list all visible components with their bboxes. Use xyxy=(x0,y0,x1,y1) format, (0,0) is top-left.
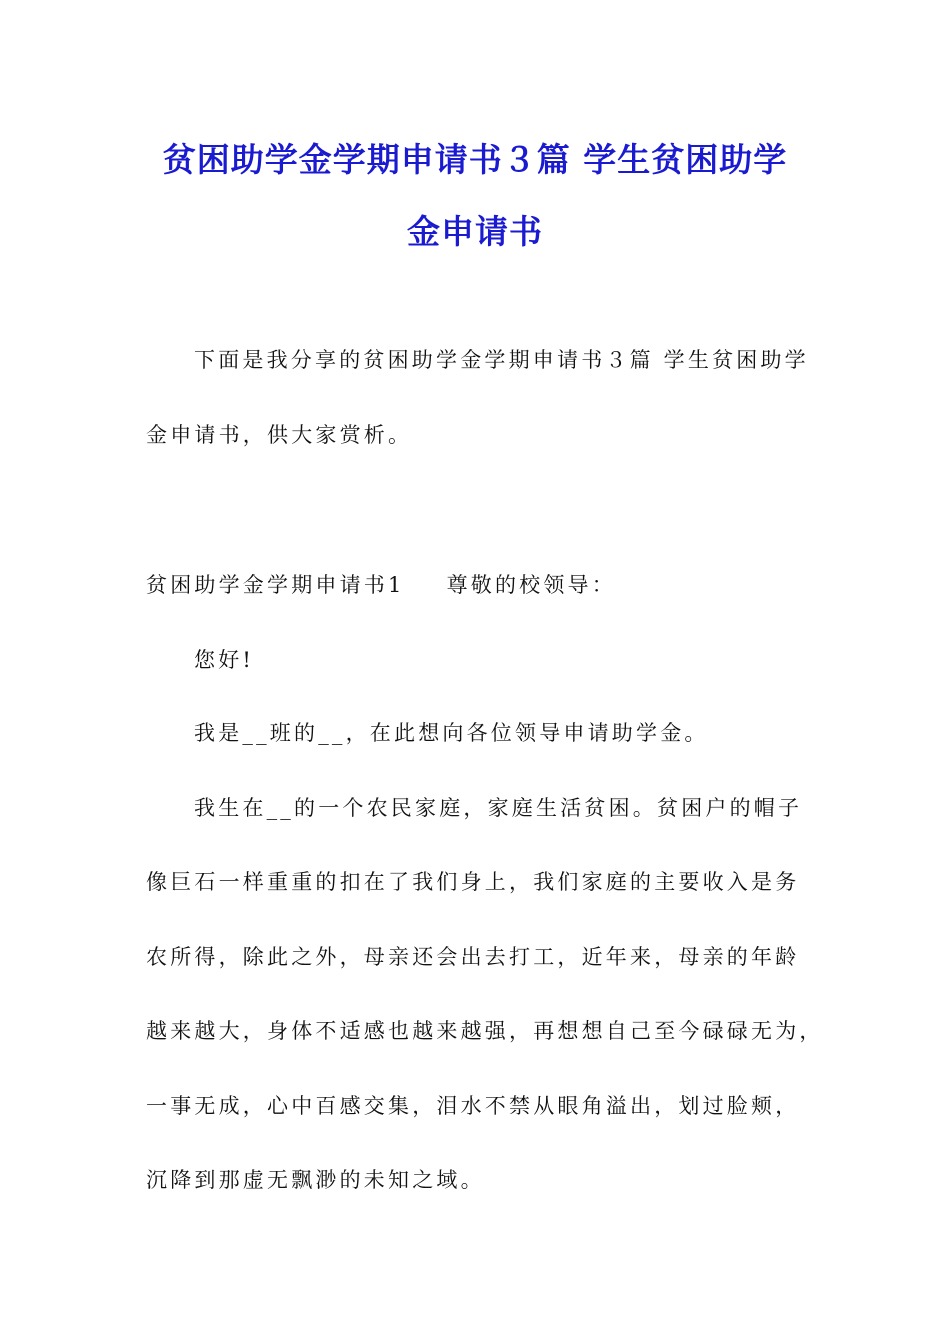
intro-line-1: 下面是我分享的贫困助学金学期申请书３篇 学生贫困助学 xyxy=(194,348,809,372)
document-title-line-1: 贫困助学金学期申请书３篇 学生贫困助学 xyxy=(162,140,788,179)
paragraph-2-line: 像巨石一样重重的扣在了我们身上，我们家庭的主要收入是务 xyxy=(146,870,800,894)
paragraph-1: 我是__班的__，在此想向各位领导申请助学金。 xyxy=(194,721,709,745)
paragraph-2-line: 一事无成，心中百感交集，泪水不禁从眼角溢出，划过脸颊， xyxy=(146,1094,800,1118)
paragraph-2-line: 农所得，除此之外，母亲还会出去打工，近年来，母亲的年龄 xyxy=(146,945,800,969)
paragraph-2-line: 沉降到那虚无飘渺的未知之域。 xyxy=(146,1168,485,1192)
greeting: 您好! xyxy=(194,648,255,672)
salutation: 尊敬的校领导： xyxy=(446,573,616,597)
section-heading-row xyxy=(146,570,616,600)
paragraph-2-line: 我生在__的一个农民家庭，家庭生活贫困。贫困户的帽子 xyxy=(194,796,803,820)
intro-line-2: 金申请书，供大家赏析。 xyxy=(146,423,413,447)
document-title-line-2: 金申请书 xyxy=(407,212,543,251)
paragraph-2-line: 越来越大，身体不适感也越来越强，再想想自己至今碌碌无为， xyxy=(146,1019,824,1043)
section-heading: 贫困助学金学期申请书1 xyxy=(146,573,405,597)
